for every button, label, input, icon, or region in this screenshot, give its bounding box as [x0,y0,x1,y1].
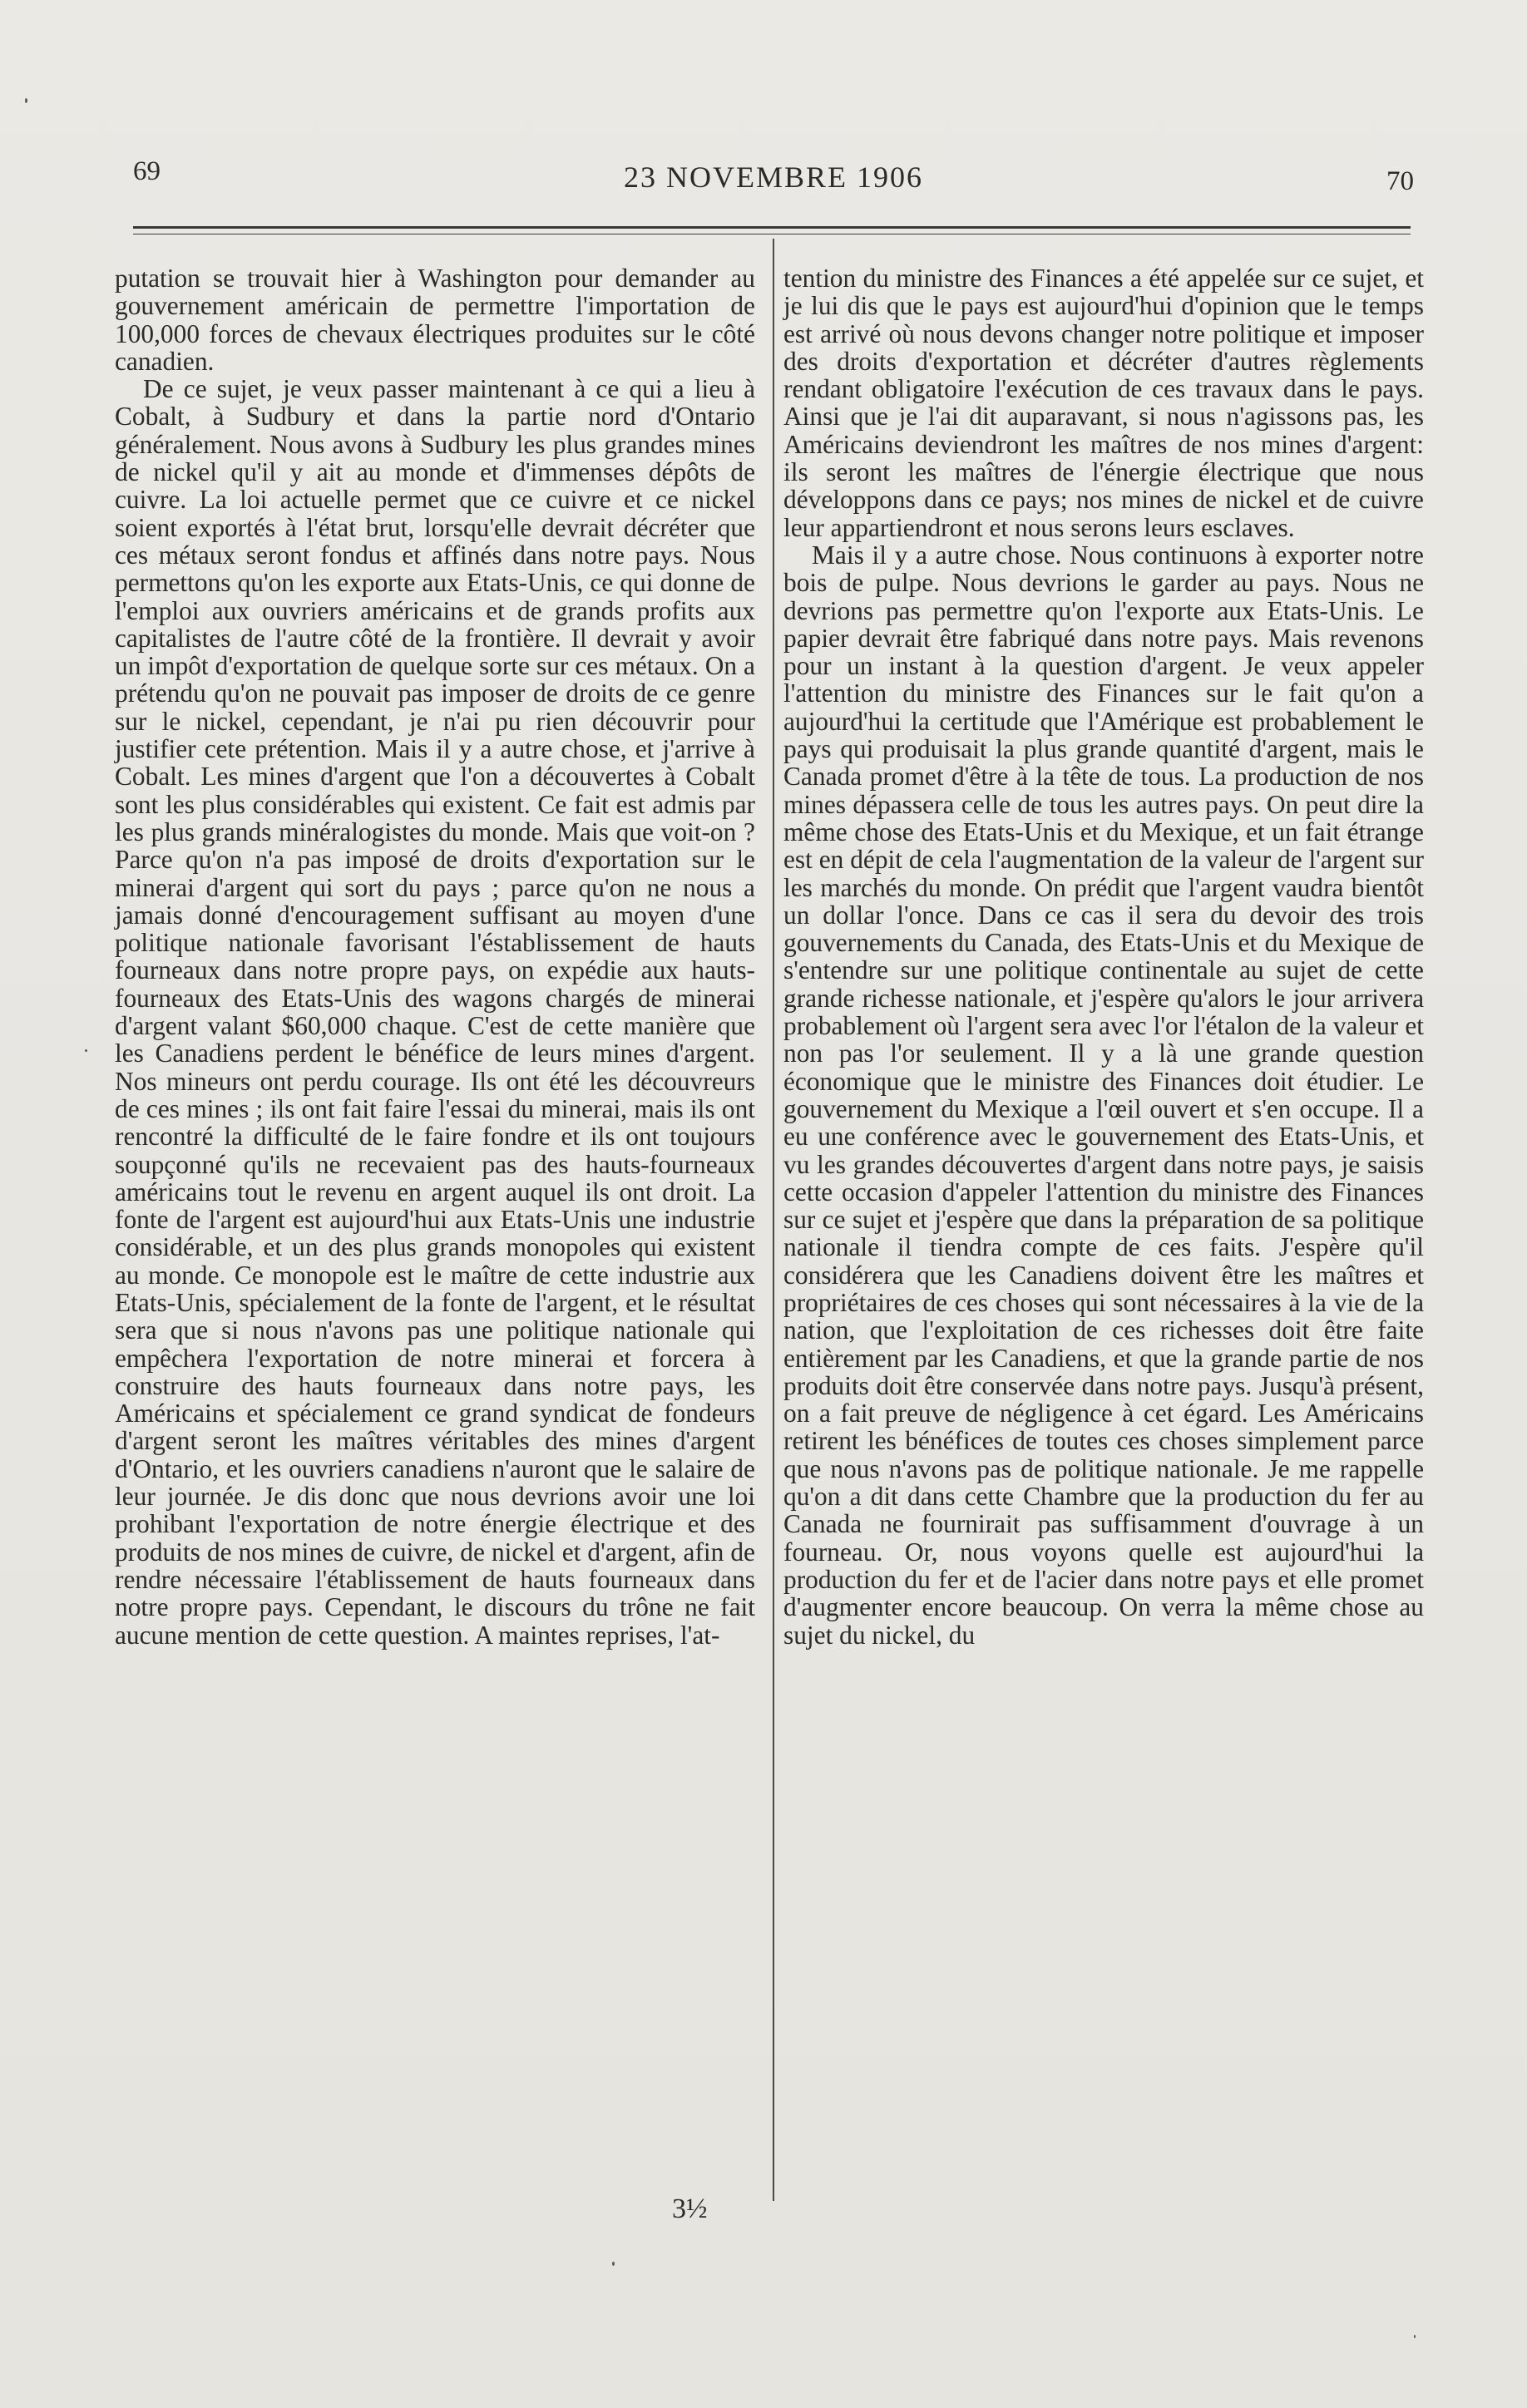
header-rule-thick [133,226,1411,229]
column-divider [773,239,774,2201]
page-number-left: 69 [133,156,161,186]
right-paragraph-1: tention du ministre des Finances a été appelée sur ce sujet, et je lui dis que le pays est aujourd'hui d'opinion que le temps est arrivé où nous devons changer notre politique et imposer des droits d'exportation et décréter d'autres règlements rendant obligatoire l'exécution de ces travaux dans le pays. Ainsi que je l'ai dit auparavant, si nous n'agissons pas, les Américains deviendront les maîtres de nos mines d'argent: ils seront les maîtres de l'énergie électrique que nous développons dans ce pays; nos mines de nickel et de cuivre leur appartiendront et nous serons leurs esclaves. [783,264,1424,542]
right-paragraph-2: Mais il y a autre chose. Nous continuons à exporter notre bois de pulpe. Nous devrions le garder au pays. Nous ne devrions pas permettre qu'on l'exporte aux Etats-Unis. Le papier devrait être fabriqué dans notre pays. Mais revenons pour un instant à la question d'argent. Je veux appeler l'attention du ministre des Finances sur le fait qu'on a aujourd'hui la certitude que l'Amérique est probablement le pays qui produisait la plus grande quantité d'argent, mais le Canada promet d'être à la tête de tous. La production de nos mines dépassera celle de tous les autres pays. On peut dire la même chose des Etats-Unis et du Mexique, et un fait étrange est en dépit de cela l'augmentation de la valeur de l'argent sur les marchés du monde. On prédit que l'argent vaudra bientôt un dollar l'once. Dans ce cas il sera du devoir des trois gouvernements du Canada, des Etats-Unis et du Mexique de s'entendre sur une politique continentale au sujet de cette grande richesse nationale, et j'espère qu'alors le jour arrivera probablement où l'argent sera avec l'or l'étalon de la valeur et non pas l'or seulement. Il y a là une grande question économique que le ministre des Finances doit étudier. Le gouvernement du Mexique a l'œil ouvert et s'en occupe. Il a eu une conférence avec le gouvernement des Etats-Unis, et vu les grandes découvertes d'argent dans notre pays, je saisis cette occasion d'appeler l'attention du ministre des Finances sur ce sujet et j'espère que dans la préparation de sa politique nationale il tiendra compte de ces faits. J'espère qu'il considérera que les Canadiens doivent être les maîtres et propriétaires de ces choses qui sont nécessaires à la vie de la nation, que l'exploitation de ces richesses doit être faite entièrement par les Canadiens, et que la grande partie de nos produits doit être conservée dans notre pays. Jusqu'à présent, on a fait preuve de négligence à cet égard. Les Américains retirent les bénéfices de toutes ces choses simplement parce que nous n'avons pas de politique nationale. Je me rappelle qu'on a dit dans cette Chambre que la production du fer au Canada ne fournirait pas suffisamment d'ouvrage à un fourneau. Or, nous voyons quelle est aujourd'hui la production du fer et de l'acier dans notre pays et elle promet d'augmenter encore beaucoup. On verra la même chose au sujet du nickel, du [783,540,1424,1650]
left-column [115,264,755,1649]
left-paragraph-1: putation se trouvait hier à Washington pour demander au gouvernement américain de permettre l'importation de 100,000 forces de chevaux électriques produites sur le côté canadien. [115,264,755,376]
paper-speck [25,98,27,103]
right-column [783,264,1424,1649]
running-head-date: 23 NOVEMBRE 1906 [623,160,923,194]
paper-speck [1414,2335,1416,2338]
page-number-right: 70 [1386,166,1414,196]
signature-mark: 3½ [672,2193,708,2224]
left-paragraph-2: De ce sujet, je veux passer maintenant à ce qui a lieu à Cobalt, à Sudbury et dans la partie nord d'Ontario généralement. Nous avons à Sudbury les plus grandes mines de nickel qu'il y ait au monde et d'immenses dépôts de cuivre. La loi actuelle permet que ce cuivre et ce nickel soient exportés à l'état brut, lorsqu'elle devrait décréter que ces métaux seront fondus et affinés dans notre pays. Nous permettons qu'on les exporte aux Etats-Unis, ce qui donne de l'emploi aux ouvriers américains et de grands profits aux capitalistes de l'autre côté de la frontière. Il devrait y avoir un impôt d'exportation de quelque sorte sur ces métaux. On a prétendu qu'on ne pouvait pas imposer de droits de ce genre sur le nickel, cependant, je n'ai pu rien découvrir pour justifier cete prétention. Mais il y a autre chose, et j'arrive à Cobalt. Les mines d'argent que l'on a découvertes à Cobalt sont les plus considérables qui existent. Ce fait est admis par les plus grands minéralogistes du monde. Mais que voit-on ? Parce qu'on n'a pas imposé de droits d'exportation sur le minerai d'argent qui sort du pays ; parce qu'on ne nous a jamais donné d'encouragement suffisant au moyen d'une politique nationale favorisant l'éstablissement de hauts fourneaux dans notre propre pays, on expédie aux hauts-fourneaux des Etats-Unis des wagons chargés de minerai d'argent valant $60,000 chaque. C'est de cette manière que les Canadiens perdent le bénéfice de leurs mines d'argent. Nos mineurs ont perdu courage. Ils ont été les découvreurs de ces mines ; ils ont fait faire l'essai du minerai, mais ils ont rencontré la difficulté de le faire fondre et ils ont toujours soupçonné qu'ils ne recevaient pas des hauts-fourneaux américains tout le revenu en argent auquel ils ont droit. La fonte de l'argent est aujourd'hui aux Etats-Unis une industrie considérable, et un des plus grands monopoles qui existent au monde. Ce monopole est le maître de cette industrie aux Etats-Unis, spécialement de la fonte de l'argent, et le résultat sera que si nous n'avons pas une politique nationale qui empêchera l'exportation de notre minerai et forcera à construire des hauts fourneaux dans notre pays, les Américains et spécialement ce grand syndicat de fondeurs d'argent seront les maîtres véritables des mines d'argent d'Ontario, et les ouvriers canadiens n'auront que le salaire de leur journée. Je dis donc que nous devrions avoir une loi prohibant l'exportation de notre énergie électrique et des produits de nos mines de cuivre, de nickel et d'argent, afin de rendre nécessaire l'établissement de hauts fourneaux dans notre propre pays. Cependant, le discours du trône ne fait aucune mention de cette question. A maintes reprises, l'at- [115,374,755,1650]
paper-speck [85,1049,87,1052]
page-header [133,156,1414,203]
paper-speck [612,2262,615,2266]
